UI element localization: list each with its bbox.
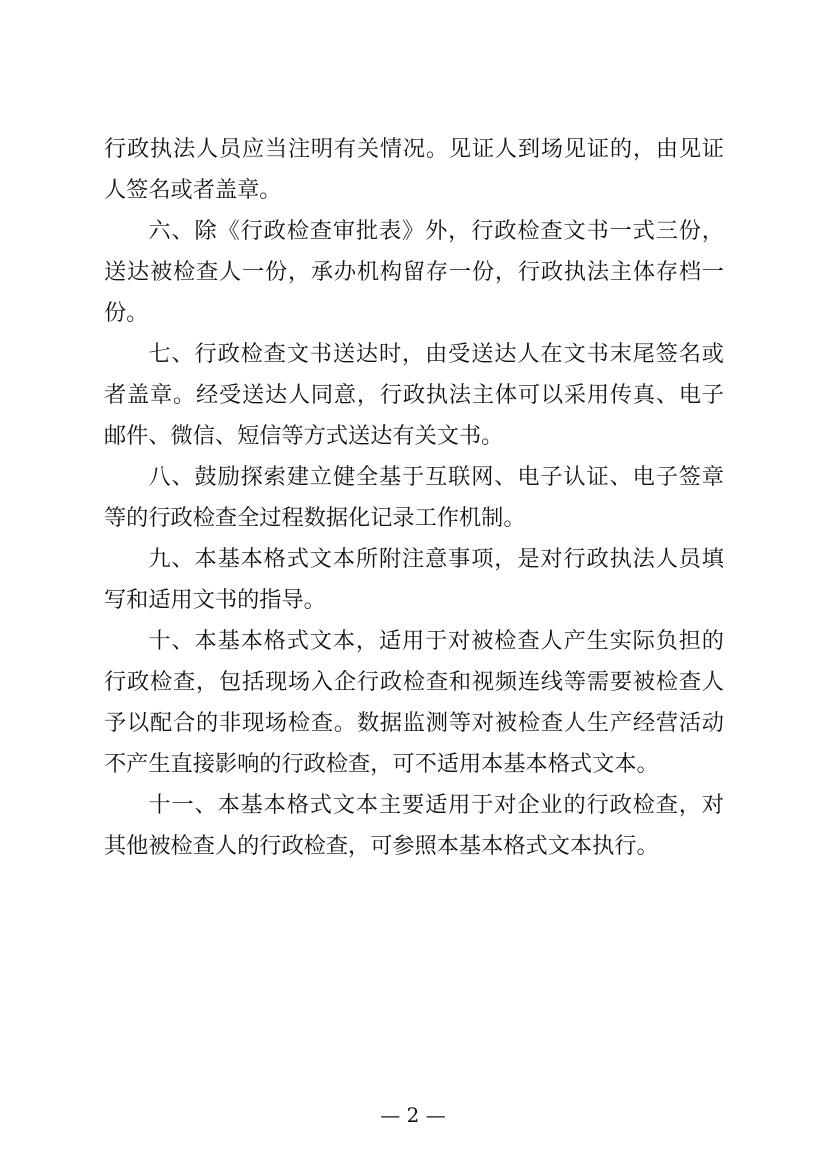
paragraph-continued: 行政执法人员应当注明有关情况。见证人到场见证的，由见证人签名或者盖章。 xyxy=(104,136,724,203)
paragraph-item-10: 十、本基本格式文本，适用于对被检查人产生实际负担的行政检查，包括现场入企行政检查和视频连线等需要被检查人予以配合的非现场检查。数据监测等对被检查人生产经营活动不产生直接影响的行政检查，可不适用本基本格式文本。 xyxy=(104,628,724,777)
paragraph-item-6: 六、除《行政检查审批表》外，行政检查文书一式三份，送达被检查人一份，承办机构留存一份，行政执法主体存档一份。 xyxy=(104,218,724,326)
page-number: — 2 — xyxy=(380,1103,446,1127)
document-body xyxy=(104,129,724,867)
paragraph-item-8: 八、鼓励探索建立健全基于互联网、电子认证、电子签章等的行政检查全过程数据化记录工作机制。 xyxy=(104,464,724,531)
paragraph-item-9: 九、本基本格式文本所附注意事项，是对行政执法人员填写和适用文书的指导。 xyxy=(104,546,724,613)
paragraph-item-11: 十一、本基本格式文本主要适用于对企业的行政检查，对其他被检查人的行政检查，可参照本基本格式文本执行。 xyxy=(104,792,724,859)
paragraph-item-7: 七、行政检查文书送达时，由受送达人在文书末尾签名或者盖章。经受送达人同意，行政执法主体可以采用传真、电子邮件、微信、短信等方式送达有关文书。 xyxy=(104,341,724,449)
